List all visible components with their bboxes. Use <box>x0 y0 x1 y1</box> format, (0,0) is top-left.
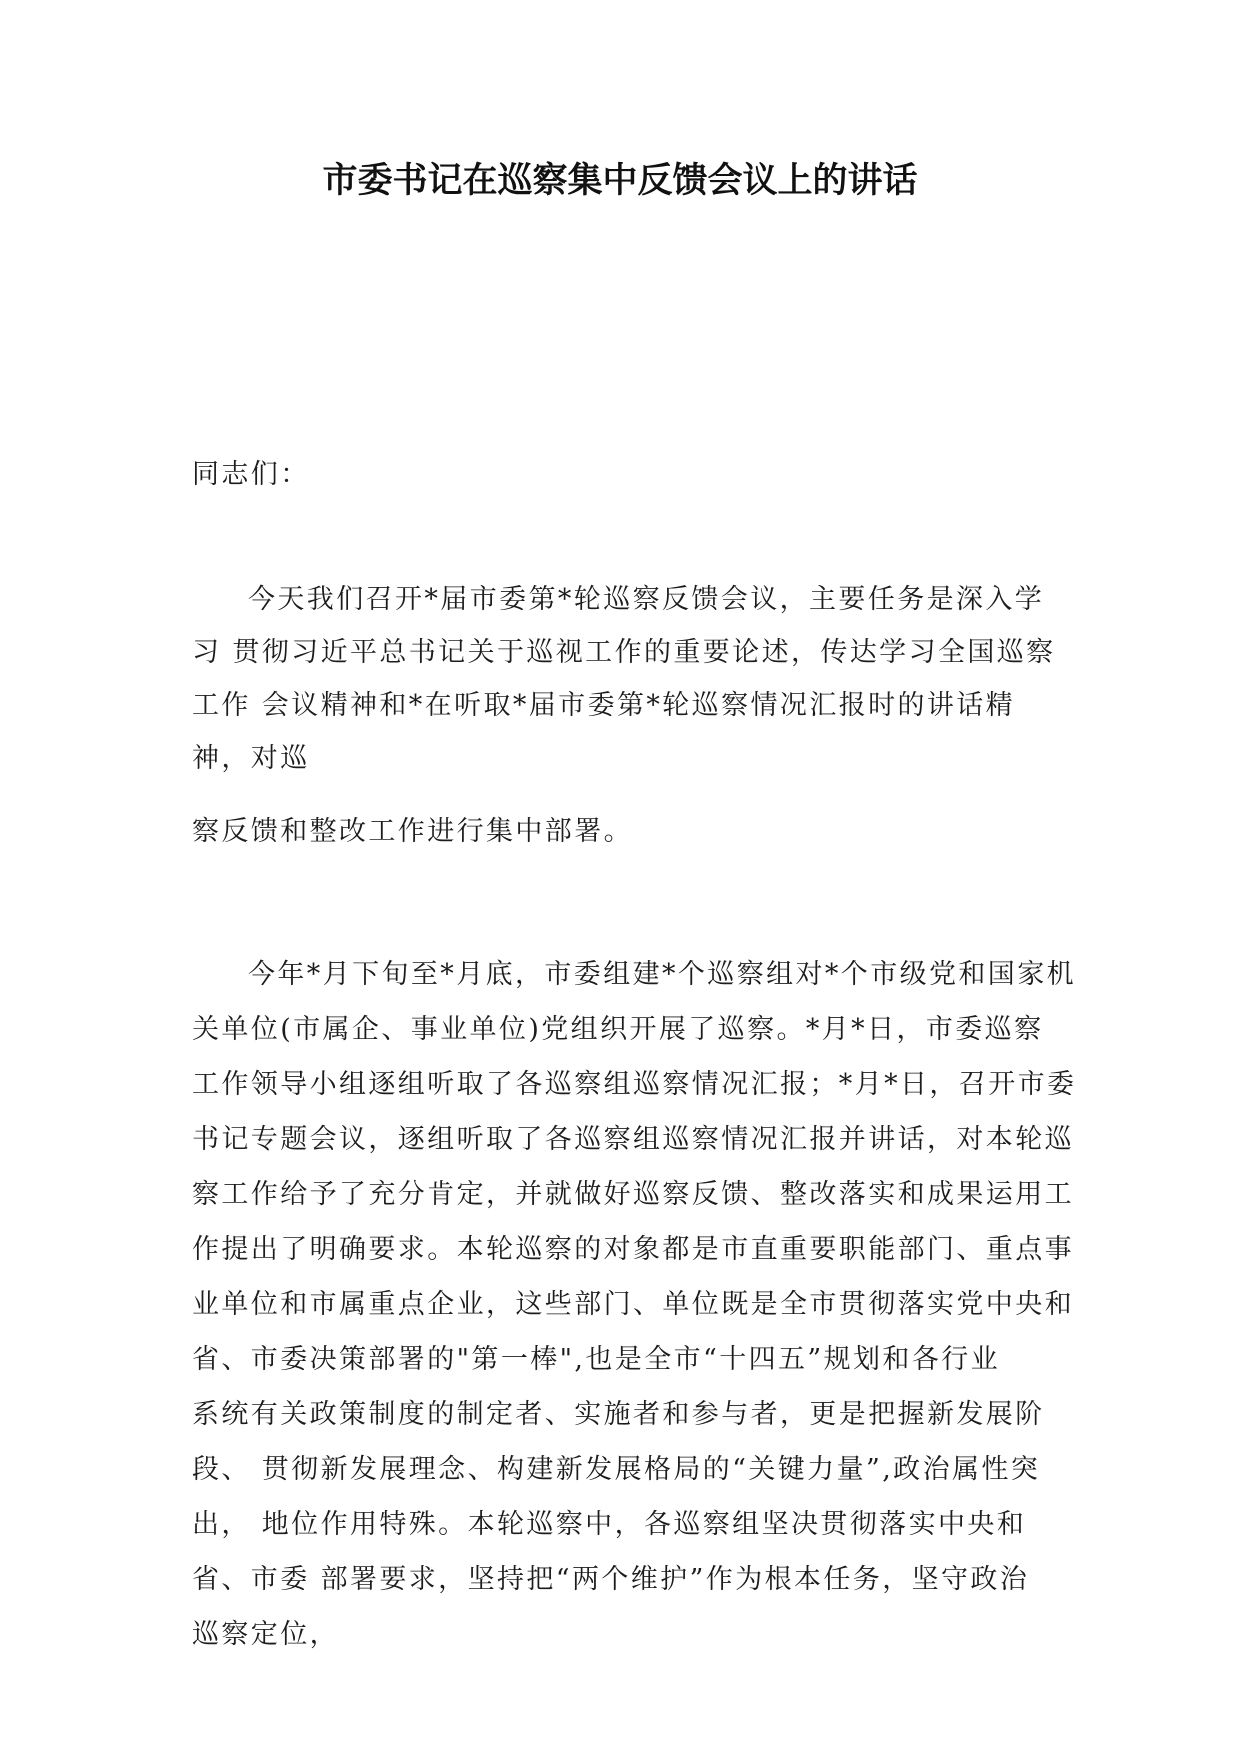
document-title: 市委书记在巡察集中反馈会议上的讲话 <box>322 161 918 201</box>
paragraph-2-line: 巡察定位， <box>192 1619 339 1650</box>
salutation: 同志们： <box>192 459 310 490</box>
paragraph-2-line: 业单位和市属重点企业，这些部门、单位既是全市贯彻落实党中央和 <box>192 1289 1074 1320</box>
paragraph-1-line: 今天我们召开*届市委第*轮巡察反馈会议，主要任务是深入学 <box>248 584 1045 615</box>
paragraph-2-line: 工作领导小组逐组听取了各巡察组巡察情况汇报；*月*日，召开市委 <box>192 1069 1077 1100</box>
paragraph-2-line: 段、 贯彻新发展理念、构建新发展格局的“关键力量”,政治属性突 <box>192 1454 1041 1485</box>
paragraph-1-continued: 察反馈和整改工作进行集中部署。 <box>192 816 633 847</box>
paragraph-2-line: 关单位(市属企、事业单位)党组织开展了巡察。*月*日，市委巡察 <box>192 1014 1044 1045</box>
paragraph-2-line: 书记专题会议，逐组听取了各巡察组巡察情况汇报并讲话，对本轮巡 <box>192 1124 1074 1155</box>
paragraph-1-line: 工作 会议精神和*在听取*届市委第*轮巡察情况汇报时的讲话精 <box>192 690 1016 721</box>
paragraph-2-line: 系统有关政策制度的制定者、实施者和参与者，更是把握新发展阶 <box>192 1399 1045 1430</box>
paragraph-1-line: 神，对巡 <box>192 743 310 774</box>
paragraph-2-line: 作提出了明确要求。本轮巡察的对象都是市直重要职能部门、重点事 <box>192 1234 1074 1265</box>
paragraph-2-line: 察工作给予了充分肯定，并就做好巡察反馈、整改落实和成果运用工 <box>192 1179 1074 1210</box>
paragraph-1-line: 习 贯彻习近平总书记关于巡视工作的重要论述，传达学习全国巡察 <box>192 637 1056 668</box>
paragraph-2-line: 省、市委决策部署的"第一棒",也是全市“十四五”规划和各行业 <box>192 1344 1001 1375</box>
paragraph-2-line: 今年*月下旬至*月底，市委组建*个巡察组对*个市级党和国家机 <box>248 959 1076 990</box>
paragraph-2-line: 省、市委 部署要求，坚持把“两个维护”作为根本任务，坚守政治 <box>192 1564 1030 1595</box>
paragraph-2-line: 出， 地位作用特殊。本轮巡察中，各巡察组坚决贯彻落实中央和 <box>192 1509 1027 1540</box>
